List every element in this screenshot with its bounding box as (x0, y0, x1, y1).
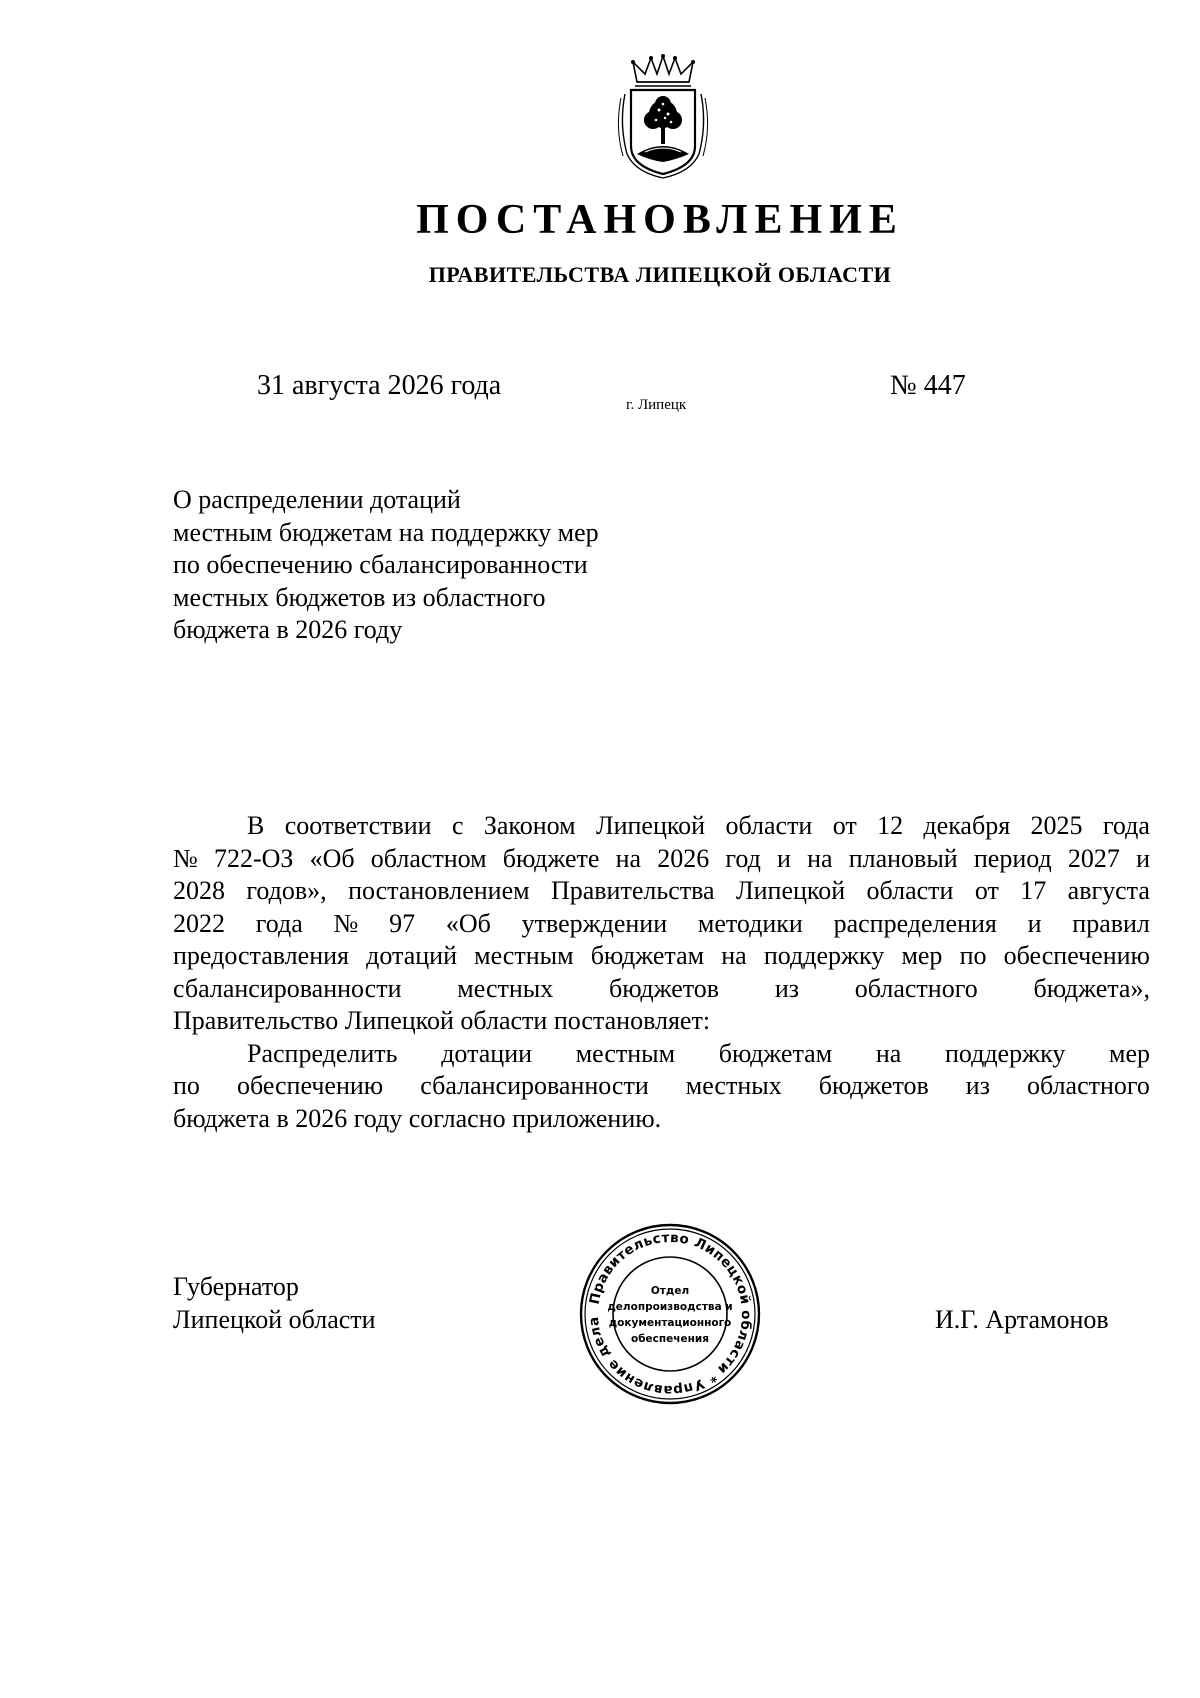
word: дотаций (366, 941, 457, 970)
word: от (974, 876, 999, 905)
signatory-position-line: Липецкой области (173, 1305, 376, 1334)
word: бюджетов (609, 973, 720, 1003)
issuer-subtitle: ПРАВИТЕЛЬСТВА ЛИПЕЦКОЙ ОБЛАСТИ (428, 262, 892, 287)
word: областного (854, 973, 978, 1003)
word: 2027 (1067, 843, 1120, 873)
word: от (832, 811, 857, 840)
word: постановляет: (553, 1006, 711, 1035)
word: с (451, 811, 464, 840)
word: дотации (441, 1038, 533, 1068)
word: местных (457, 973, 554, 1003)
word: бюджетам (590, 941, 705, 970)
word: 17 (1020, 876, 1047, 905)
word: 12 (877, 811, 904, 840)
word: годов», (246, 876, 327, 905)
word: плановый (848, 843, 958, 873)
document-city: г. Липецк (626, 397, 687, 413)
word: местных (685, 1071, 782, 1100)
word: распределения (833, 908, 997, 938)
word: декабря (923, 811, 1011, 840)
body-line (173, 908, 1150, 941)
official-stamp (578, 1222, 762, 1406)
signatory-position (173, 1270, 376, 1336)
word: предоставления (173, 941, 349, 970)
word: августа (1067, 876, 1150, 905)
word: на (615, 843, 642, 873)
word: 2026 (295, 1103, 348, 1133)
word: год (725, 843, 761, 873)
word: приложению. (512, 1103, 662, 1133)
word: в (276, 1103, 289, 1133)
word: Правительство (173, 1006, 339, 1035)
word: № (333, 908, 359, 938)
word: области (725, 811, 813, 840)
word: бюджета», (1033, 973, 1150, 1003)
word: 2026 (657, 843, 710, 873)
subject-line: О распределении дотаций (173, 485, 461, 514)
word: бюджетов (818, 1071, 929, 1100)
word: поддержку (763, 941, 885, 970)
word: сбалансированности (173, 973, 402, 1003)
body-line (173, 973, 1150, 1006)
word: «Об (309, 843, 355, 873)
word: период (973, 843, 1052, 873)
word: мер (901, 941, 943, 970)
subject-line: местных бюджетов из областного (173, 582, 546, 612)
word: № (173, 843, 198, 873)
body-line (173, 1103, 1150, 1136)
word: мер (1108, 1038, 1150, 1068)
word: бюджетам (718, 1038, 833, 1068)
word: местным (575, 1038, 676, 1068)
word: 2022 (173, 908, 225, 938)
word: бюджета (173, 1103, 270, 1133)
word: областного (1026, 1071, 1150, 1100)
body-line (173, 940, 1150, 973)
word: поддержку (944, 1038, 1066, 1068)
word: по (959, 941, 987, 970)
word: согласно (408, 1103, 506, 1133)
word: соответствии (284, 811, 432, 840)
stamp-inner-line: документационного (608, 1317, 732, 1329)
word: области (460, 1006, 548, 1035)
body-line (173, 843, 1150, 876)
word: бюджете (502, 843, 600, 873)
word: 2025 (1030, 811, 1083, 840)
document-title: ПОСТАНОВЛЕНИЕ (416, 197, 904, 243)
word: Законом (483, 811, 576, 840)
body-line (173, 875, 1150, 908)
signatory-position-line: Губернатор (173, 1272, 299, 1301)
word: области (866, 876, 954, 905)
subject-line: по обеспечению сбалансированности (173, 550, 588, 579)
word: 722-ОЗ (213, 843, 294, 873)
word: 97 (389, 908, 416, 938)
word: на (875, 1038, 902, 1068)
subject-line: бюджета в 2026 году (173, 615, 403, 644)
word: методики (697, 908, 803, 938)
word: «Об (445, 908, 491, 938)
word: на (721, 941, 747, 970)
word: правил (1072, 908, 1150, 938)
document-subject (173, 484, 733, 647)
document-body (173, 810, 1150, 1135)
word: и (1027, 908, 1042, 938)
word: Правительства (550, 876, 715, 905)
word: областном (370, 843, 487, 873)
word: из (965, 1071, 990, 1100)
stamp-inner-line: Отдел (650, 1285, 690, 1297)
word: Липецкой (595, 811, 706, 840)
word: сбалансированности (420, 1071, 649, 1100)
word: на (807, 843, 833, 873)
word: и (777, 843, 791, 873)
word: В (247, 811, 265, 840)
word: года (1102, 811, 1150, 840)
word: Липецкой (735, 876, 846, 905)
word: обеспечению (236, 1071, 384, 1100)
body-line (173, 1005, 1150, 1038)
stamp-outer-text: Правительство Липецкой области * Управление дела (585, 1229, 755, 1399)
word: года (255, 908, 303, 938)
word: 2028 (173, 876, 225, 905)
body-line (173, 1038, 1150, 1071)
word: утверждении (521, 908, 668, 938)
body-line (173, 1070, 1150, 1103)
word: местным (474, 941, 574, 970)
word: постановлением (348, 876, 530, 905)
stamp-inner-line: делопроизводства и (607, 1301, 733, 1313)
stamp-inner-line: обеспечения (631, 1333, 709, 1345)
word: Липецкой (344, 1006, 454, 1035)
word: и (1136, 843, 1150, 873)
word: из (774, 973, 800, 1003)
document-number: № 447 (890, 370, 966, 401)
word: Распределить (247, 1038, 398, 1068)
word: обеспечению (1003, 941, 1150, 970)
coat-of-arms-icon (615, 54, 711, 180)
body-line (173, 810, 1150, 843)
word: по (173, 1071, 200, 1100)
document-date: 31 августа 2026 года (257, 370, 502, 401)
word: году (353, 1103, 403, 1133)
subject-line: местным бюджетам на поддержку мер (173, 517, 599, 547)
signatory-name: И.Г. Артамонов (935, 1305, 1109, 1334)
